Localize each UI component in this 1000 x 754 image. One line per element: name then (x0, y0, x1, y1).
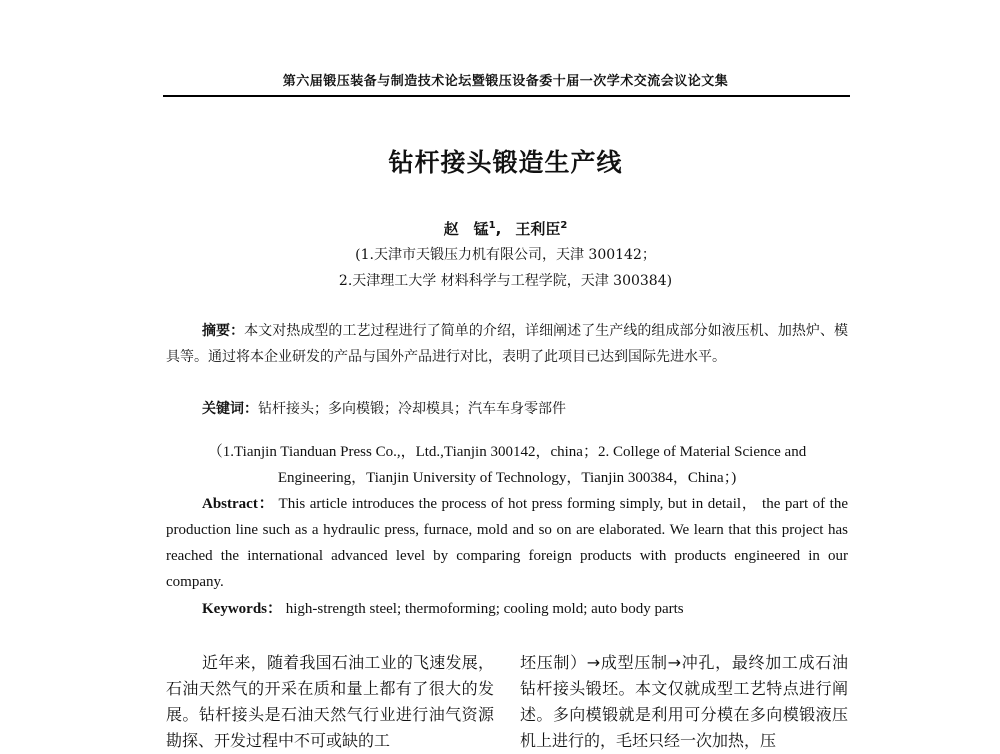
affiliation-en: （1.Tianjin Tianduan Press Co.,，Ltd.,Tianjin 300142，china；2. College of Material Science and Engineering，Tianjin University of Technology，Tianjin 300384，China；) (207, 444, 807, 486)
author-affil-mark-1: 1 (488, 220, 496, 231)
keywords-en (166, 596, 848, 622)
abstract-en (166, 491, 848, 595)
keywords-cn-text: 钻杆接头；多向模锻；冷却模具；汽车车身零部件 (258, 401, 566, 417)
abstract-en-text: This article introduces the process of hot press forming simply, but in detail， the part of the production line such as a hydraulic press, furnace, mold and so on are elaborated. We learn that this project has reached the international advanced level by comparing foreign products with products engineered in our company. (166, 496, 848, 590)
affiliation-cn-2: 2.天津理工大学 材料科学与工程学院，天津 300384) (338, 273, 673, 289)
keywords-cn (166, 396, 848, 422)
author-affil-mark-2: 2 (560, 220, 568, 231)
keywords-en-text: high-strength steel; thermoforming; cooling mold; auto body parts (282, 601, 684, 617)
author-name-2: 王利臣 (515, 220, 561, 238)
affiliation-cn-1: (1.天津市天锻压力机有限公司，天津 300142； (355, 247, 656, 263)
author-line (163, 218, 848, 239)
running-head: 第六届锻压装备与制造技术论坛暨锻压设备委十届一次学术交流会议论文集 (282, 74, 729, 89)
body-column-right: 坯压制）→成型压制→冲孔，最终加工成石油钻杆接头锻坯。本文仅就成型工艺特点进行阐述。多向模锻就是利用可分模在多向模锻液压机上进行的，毛坯只经一次加热，压 (520, 653, 848, 750)
abstract-cn-label: 摘要： (202, 323, 245, 339)
keywords-en-label: Keywords： (202, 601, 282, 617)
body-column-left: 近年来，随着我国石油工业的飞速发展，石油天然气的开采在质和量上都有了很大的发展。钻杆接头是石油天然气行业进行油气资源勘探、开发过程中不可或缺的工 (166, 653, 494, 750)
author-name-1: 赵 锰 (443, 220, 489, 238)
abstract-cn (166, 318, 848, 370)
author-separator: , (495, 220, 502, 238)
abstract-en-label: Abstract： (202, 496, 275, 512)
paper-title: 钻杆接头锻造生产线 (388, 148, 623, 177)
header-rule (163, 95, 850, 97)
abstract-cn-text: 本文对热成型的工艺过程进行了简单的介绍，详细阐述了生产线的组成部分如液压机、加热炉、模具等。通过将本企业研发的产品与国外产品进行对比，表明了此项目已达到国际先进水平。 (166, 323, 849, 365)
keywords-cn-label: 关键词： (202, 401, 258, 417)
